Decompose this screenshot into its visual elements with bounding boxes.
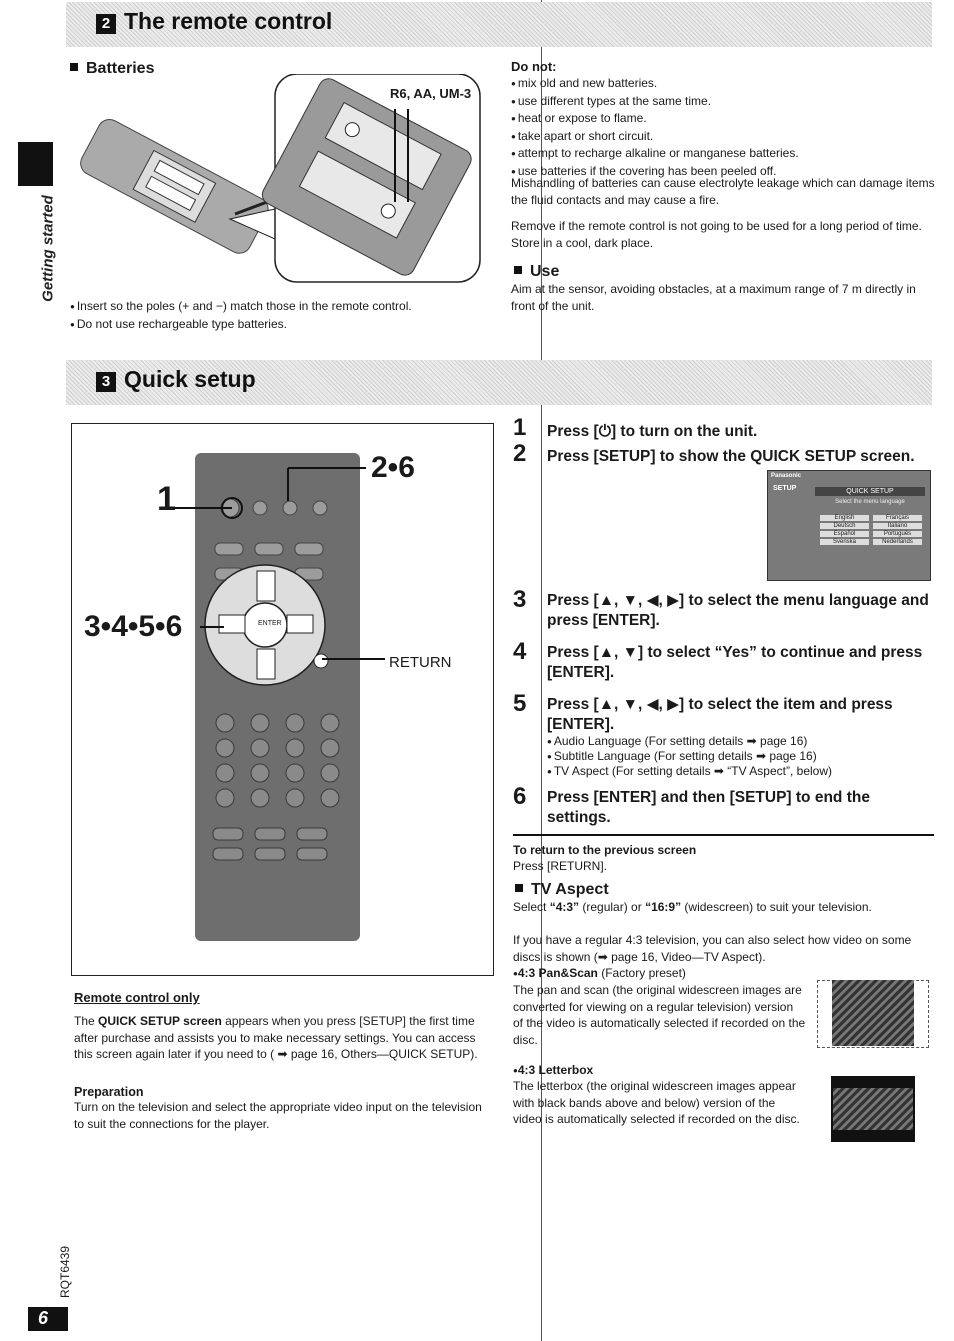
list-item: ● mix old and new batteries. — [511, 75, 936, 93]
step-number: 2 — [513, 440, 527, 467]
section-banner-remote — [66, 2, 932, 47]
letterbox-text: The letterbox (the original widescreen images appear with black bands above and below) version of the video is automatically selected if recorded on the disc. — [513, 1079, 800, 1127]
step-text: Press [SETUP] to show the QUICK SETUP screen. — [547, 448, 915, 465]
side-label: Getting started — [39, 195, 57, 302]
section-number: 2 — [96, 14, 116, 34]
step-number: 5 — [513, 690, 527, 717]
mishandling-text: Mishandling of batteries can cause electrolyte leakage which can damage items the fluid contacts and may cause a fire. — [511, 176, 935, 207]
callout-lines — [170, 463, 400, 673]
rule — [513, 834, 934, 836]
language-option: Español — [820, 531, 869, 537]
preparation-heading: Preparation — [74, 1085, 144, 1099]
page-number: 6 — [38, 1308, 49, 1328]
letterbox-heading: ●4:3 Letterbox — [513, 1063, 594, 1077]
donot-heading: Do not: — [511, 59, 557, 74]
quick-setup-intro: The QUICK SETUP screen appears when you press [SETUP] the first time after purchase and assists you to make necessary settings. You can access this screen again later if you need to ( ➡ page 16, Others—QUICK SETUP). — [74, 1014, 478, 1062]
list-item: ● use batteries if the covering has been peeled off. — [511, 163, 936, 181]
battery-type-label: R6, AA, UM-3 — [390, 86, 472, 101]
tv-aspect-heading: TV Aspect — [515, 881, 609, 899]
list-item: ● Subtitle Language (For setting details ➡ page 16) — [547, 749, 937, 764]
side-tab — [18, 142, 53, 186]
pan-scan-image — [832, 980, 914, 1046]
step-text: Press [▲, ▼, ◀, ▶] to select the item and press [ENTER]. — [547, 696, 893, 733]
step-number: 3 — [513, 586, 527, 613]
language-option: Italiano — [873, 523, 922, 529]
list-item: ● TV Aspect (For setting details ➡ “TV Aspect”, below) — [547, 764, 937, 779]
tv-aspect-select: Select “4:3” (regular) or “16:9” (widescreen) to suit your television. — [513, 900, 872, 914]
step-number: 4 — [513, 638, 527, 665]
step-number: 6 — [513, 783, 527, 810]
screen-language-grid — [820, 515, 922, 545]
battery-illustration — [80, 74, 490, 289]
list-item: ● use different types at the same time. — [511, 93, 936, 111]
language-option: Svenska — [820, 539, 869, 545]
section-title: Quick setup — [124, 366, 256, 392]
section-number: 3 — [96, 372, 116, 392]
list-item: ● Audio Language (For setting details ➡ page 16) — [547, 734, 937, 749]
callout-2-6: 2•6 — [371, 451, 415, 484]
list-item: ● take apart or short circuit. — [511, 128, 936, 146]
callout-return: RETURN — [389, 654, 452, 671]
letterbox-image — [833, 1088, 913, 1130]
batteries-heading: Batteries — [70, 60, 154, 78]
return-text: Press [RETURN]. — [513, 859, 608, 873]
step-number: 1 — [513, 414, 527, 441]
screen-brand: Panasonic — [771, 473, 802, 479]
list-item: ● attempt to recharge alkaline or manganese batteries. — [511, 145, 936, 163]
list-item: ● Do not use rechargeable type batteries. — [70, 316, 490, 334]
remote-only-label: Remote control only — [74, 990, 200, 1005]
return-heading: To return to the previous screen — [513, 843, 697, 857]
footer-code: RQT6439 — [58, 1245, 72, 1299]
language-option: Português — [873, 531, 922, 537]
screen-setup: SETUP — [773, 485, 797, 492]
quick-setup-screen-term: QUICK SETUP screen — [98, 1014, 222, 1028]
language-option: English — [820, 515, 869, 521]
donot-list — [511, 75, 936, 181]
language-option: Nederlands — [873, 539, 922, 545]
battery-notes — [70, 298, 490, 333]
language-option: Français — [873, 515, 922, 521]
list-item: ● Insert so the poles (+ and −) match those in the remote control. — [70, 298, 490, 316]
screen-prompt: Select the menu language — [835, 499, 905, 505]
pan-scan-heading: ●4:3 Pan&Scan (Factory preset) — [513, 966, 686, 980]
pan-scan-text: The pan and scan (the original widescreen images are converted for viewing on a regular television) version of the video is automatically selected if recorded on the disc. — [513, 983, 806, 1047]
step-text: Press [ENTER] and then [SETUP] to end the settings. — [547, 789, 870, 826]
use-text: Aim at the sensor, avoiding obstacles, at a maximum range of 7 m directly in front of the unit. — [511, 282, 916, 313]
enter-button-label: ENTER — [258, 620, 282, 627]
callout-1: 1 — [157, 480, 176, 518]
tv-aspect-regular: If you have a regular 4:3 television, you can also select how video on some discs is shown (➡ page 16, Video—TV Aspect). — [513, 933, 912, 964]
quick-setup-screen — [767, 470, 931, 581]
step-text: Press [▲, ▼, ◀, ▶] to select the menu language and press [ENTER]. — [547, 592, 929, 629]
list-item: ● heat or expose to flame. — [511, 110, 936, 128]
step-text: Press [⏻] to turn on the unit. — [547, 423, 758, 440]
callout-3-4-5-6: 3•4•5•6 — [84, 610, 183, 643]
use-heading: Use — [514, 263, 559, 281]
preparation-text: Turn on the television and select the appropriate video input on the television to suit the connections for the player. — [74, 1100, 482, 1131]
step-text: Press [▲, ▼] to select “Yes” to continue and press [ENTER]. — [547, 644, 923, 681]
section-title: The remote control — [124, 8, 333, 34]
remove-text: Remove if the remote control is not going to be used for a long period of time. Store in a cool, dark place. — [511, 219, 922, 250]
language-option: Deutsch — [820, 523, 869, 529]
section-banner-quick-setup — [66, 360, 932, 405]
screen-title: QUICK SETUP — [815, 487, 925, 496]
step5-items — [547, 734, 937, 779]
